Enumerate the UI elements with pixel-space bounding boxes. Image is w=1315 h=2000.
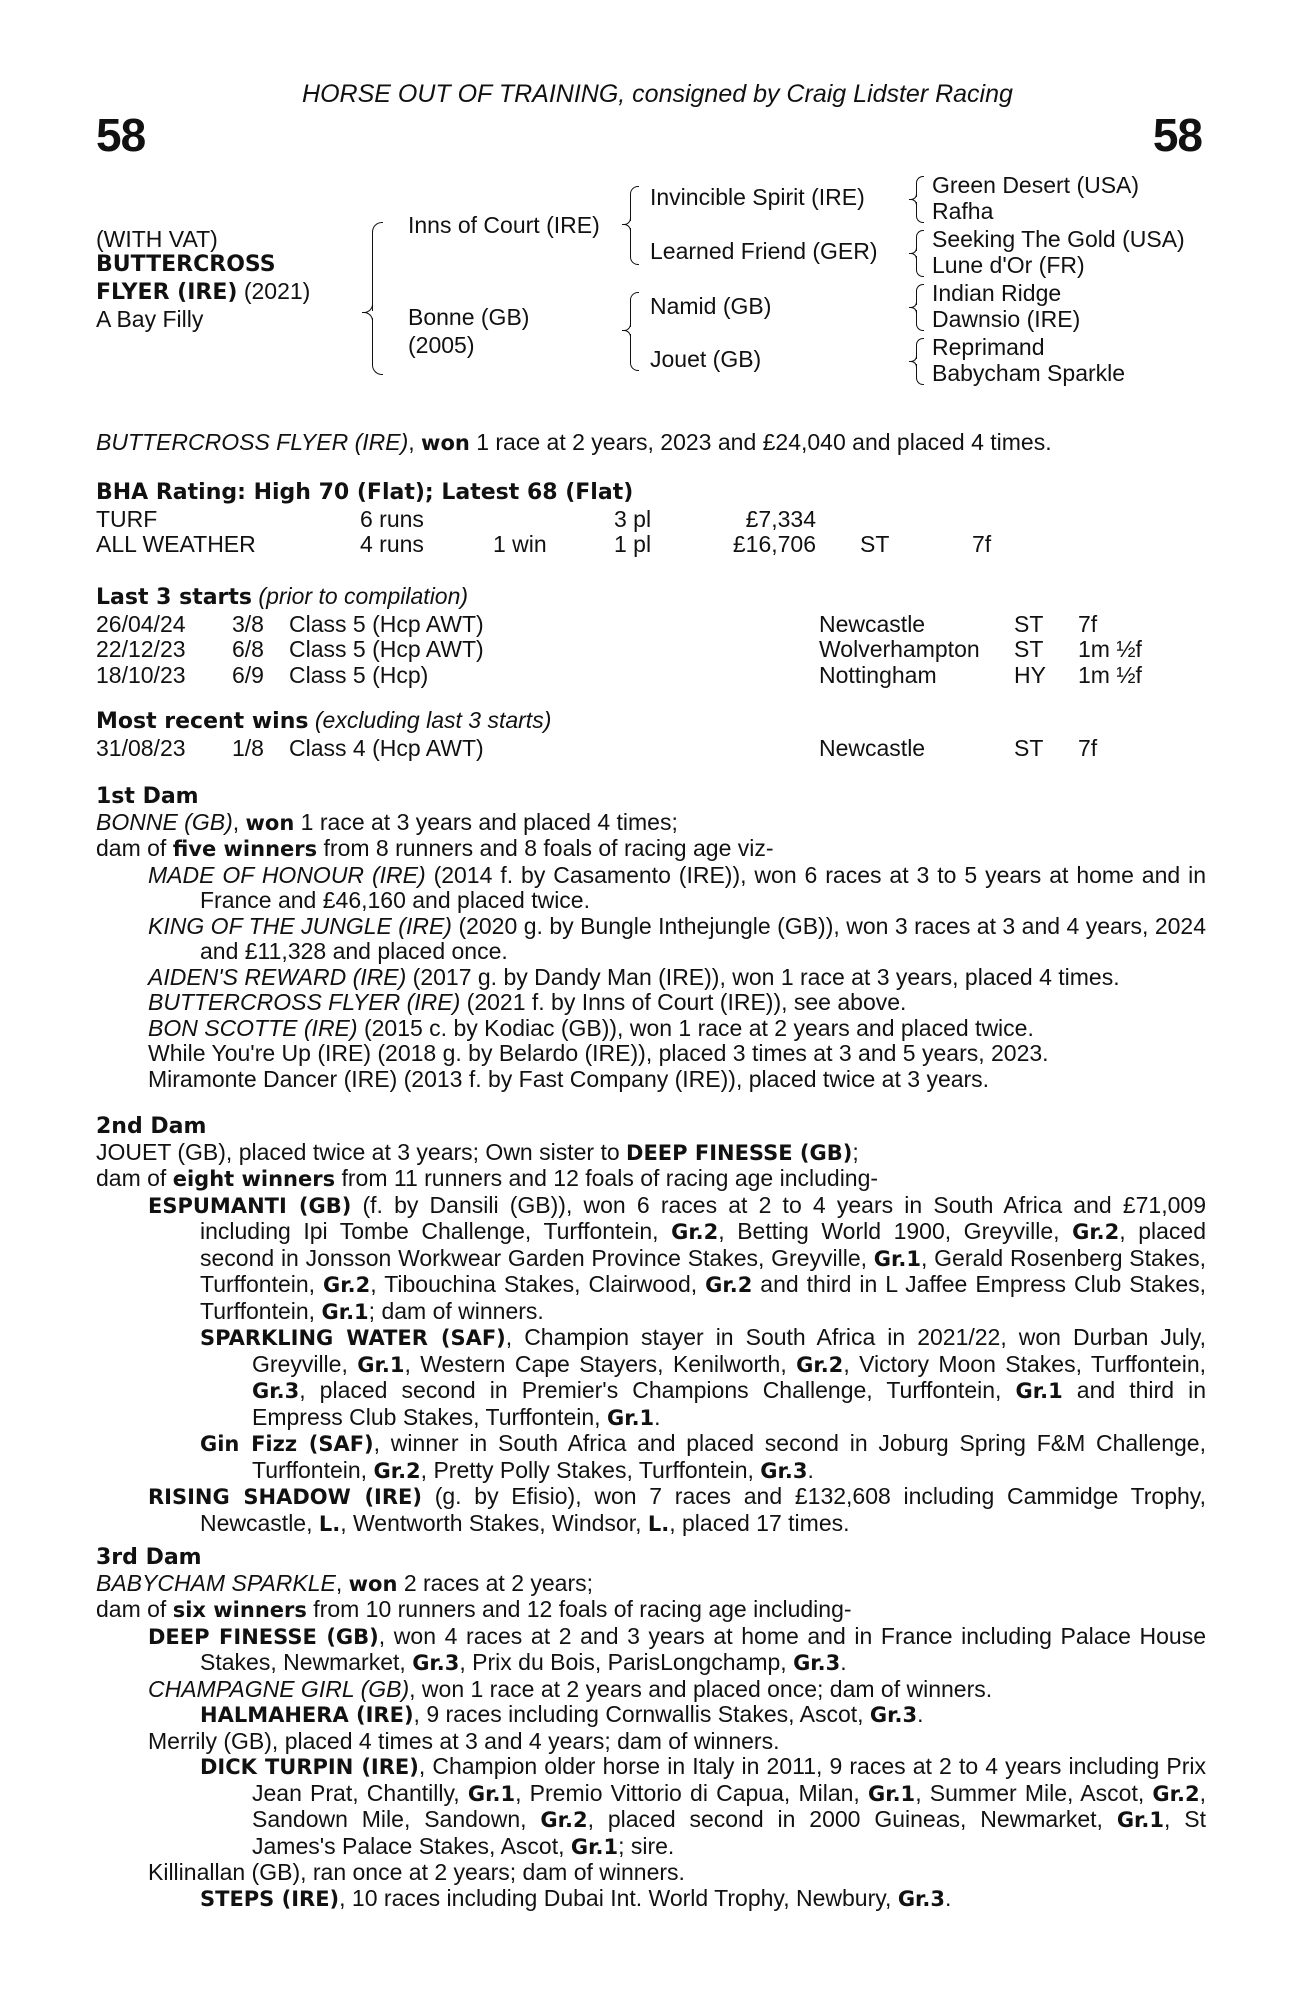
horse-year: (2021) <box>243 278 311 304</box>
text-run: (2020 g. by Bungle Inthejungle (GB)), won 3 races at 3 and 4 years, 2024 and £11,328 and placed once. <box>200 912 1207 964</box>
bold-text: DICK TURPIN (IRE) <box>200 1755 419 1779</box>
text-run: , Betting World 1900, Greyville, <box>718 1218 1073 1244</box>
bold-text: L. <box>318 1511 341 1536</box>
pedigree-brace <box>372 318 383 375</box>
text-run: , Champion older horse in Italy in 2011, 9 races at 2 to 4 years including Prix Jean Prat, Chantilly, <box>252 1753 1206 1806</box>
pedigree-g3-8: Babycham Sparkle <box>932 360 1126 386</box>
first-dam-section <box>96 784 1206 1092</box>
race-row <box>96 662 1206 688</box>
bold-text: Gr.2 <box>540 1808 588 1832</box>
text-run: , Gerald Rosenberg Stakes, Turffontein, <box>200 1244 1206 1297</box>
race-row <box>96 735 1206 761</box>
pedigree-entry <box>200 1701 1206 1729</box>
text-run: ; sire. <box>618 1832 675 1859</box>
text-run: , winner in South Africa and placed second in Joburg Spring F&M Challenge, Turffontein, <box>252 1430 1206 1483</box>
bold-text: Gr.2 <box>1152 1781 1200 1806</box>
pedigree-brace <box>630 186 639 221</box>
text-run: , Tibouchina Stakes, Clairwood, <box>370 1271 706 1297</box>
vat-note: (WITH VAT) <box>96 226 218 252</box>
bold-text: eight winners <box>172 1167 336 1191</box>
pedigree-brace <box>916 230 924 251</box>
italic-text: AIDEN'S REWARD (IRE) <box>148 963 407 990</box>
third-dam-heading: 3rd Dam <box>96 1545 202 1570</box>
race-date: 18/10/23 <box>96 661 186 688</box>
rating-prize: £7,334 <box>745 505 816 532</box>
text-run: . <box>945 1884 952 1911</box>
bold-text: RISING SHADOW (IRE) <box>148 1485 422 1509</box>
text-run: (2015 c. by Kodiac (GB)), won 1 race at 2 years and placed twice. <box>357 1014 1034 1041</box>
text-run: , Western Cape Stayers, Kenilworth, <box>404 1350 797 1377</box>
pedigree-brace <box>916 176 924 197</box>
race-row <box>96 611 1206 637</box>
race-going: HY <box>1014 661 1046 688</box>
text-run: , 9 races including Cornwallis Stakes, Ascot, <box>413 1701 870 1727</box>
bold-text: DEEP FINESSE (GB) <box>148 1624 379 1649</box>
race-course: Newcastle <box>819 610 926 637</box>
pedigree-entry <box>96 1166 1206 1193</box>
race-row <box>96 636 1206 662</box>
rating-prize: £16,706 <box>732 531 816 557</box>
race-date: 31/08/23 <box>96 734 186 761</box>
text-run: 1 race at 3 years and placed 4 times; <box>294 808 678 835</box>
text-run: and third in L Jaffee Empress Club Stakes, Turffontein, <box>200 1271 1206 1324</box>
pedigree-g3-1: Green Desert (USA) <box>932 172 1140 198</box>
bold-text: STEPS (IRE) <box>200 1886 340 1911</box>
race-course: Newcastle <box>819 734 926 761</box>
text-run: , placed second in Premier's Champions Challenge, Turffontein, <box>299 1377 1016 1403</box>
text-run: , St James's Palace Stakes, Ascot, <box>252 1806 1207 1859</box>
pedigree-entry <box>148 861 1206 914</box>
bold-text: Gr.1 <box>570 1834 619 1859</box>
pedigree-dam-sire: Namid (GB) <box>650 293 772 319</box>
horse-identity <box>96 226 310 332</box>
text-run: , placed 17 times. <box>669 1509 850 1536</box>
pedigree-brace <box>630 292 639 327</box>
pedigree-g3-6: Dawnsio (IRE) <box>932 306 1081 332</box>
text-run: dam of <box>96 1596 173 1622</box>
text-run: , Victory Moon Stakes, Turffontein, <box>843 1350 1207 1377</box>
lot-number-left: 58 <box>96 109 146 161</box>
rating-placed: 3 pl <box>614 505 652 532</box>
bold-text: ESPUMANTI (GB) <box>148 1193 352 1218</box>
text-run: , won 4 races at 2 and 3 years at home and in France including Palace House Stakes, Newmarket, <box>200 1622 1206 1675</box>
bold-text: Gr.1 <box>867 1781 916 1806</box>
bold-text: Gr.2 <box>1072 1220 1120 1244</box>
race-dist: 1m ½f <box>1078 636 1142 662</box>
text-run: , Summer Mile, Ascot, <box>915 1779 1153 1806</box>
text-run: dam of <box>96 1165 173 1191</box>
race-date: 22/12/23 <box>96 636 186 662</box>
italic-text: BON SCOTTE (IRE) <box>148 1014 358 1041</box>
race-pos: 6/9 <box>232 661 264 688</box>
pedigree-sire-dam: Learned Friend (GER) <box>650 238 878 264</box>
rating-dist: 7f <box>972 531 992 557</box>
pedigree-entry <box>148 989 1206 1016</box>
pedigree-dam-dam: Jouet (GB) <box>650 346 762 372</box>
text-run: 2 races at 2 years; <box>397 1569 594 1596</box>
bold-text: five winners <box>172 837 318 861</box>
text-run: ; <box>852 1138 859 1165</box>
pedigree-entry <box>200 1430 1206 1484</box>
race-summary <box>96 430 1206 457</box>
pedigree-entry <box>148 1622 1206 1677</box>
italic-text: KING OF THE JUNGLE (IRE) <box>148 912 452 939</box>
text-run: , placed second in 2000 Guineas, Newmarket, <box>587 1806 1117 1832</box>
rating-runs: 4 runs <box>360 531 424 557</box>
bold-text: Gr.1 <box>321 1299 369 1324</box>
bold-text: Gr.1 <box>1116 1808 1165 1832</box>
bold-text: L. <box>647 1511 670 1536</box>
text-run: (2014 f. by Casamento (IRE)), won 6 races at 3 to 5 years at home and in France and £46,160 and placed twice. <box>200 861 1206 913</box>
text-run: from 8 runners and 8 foals of racing age viz- <box>317 835 774 861</box>
race-date: 26/04/24 <box>96 610 186 637</box>
text-run: Killinallan (GB), ran once at 2 years; dam of winners. <box>148 1859 685 1885</box>
text-run: . <box>654 1403 661 1430</box>
text-run: , <box>408 429 422 455</box>
pedigree-g3-3: Seeking The Gold (USA) <box>932 226 1185 252</box>
bold-text: Gr.1 <box>873 1246 921 1271</box>
pedigree-g3-4: Lune d'Or (FR) <box>932 252 1085 278</box>
bold-text: DEEP FINESSE (GB) <box>626 1140 853 1165</box>
text-run: from 11 runners and 12 foals of racing age including- <box>335 1165 879 1191</box>
pedigree-dam: Bonne (GB) <box>408 304 530 330</box>
last-3-starts-note: (prior to compilation) <box>258 583 469 609</box>
pedigree-brace <box>630 228 639 265</box>
text-run: , Wentworth Stakes, Windsor, <box>340 1509 648 1536</box>
last-3-starts-section <box>96 584 1206 687</box>
pedigree-g3-5: Indian Ridge <box>932 280 1062 306</box>
race-going: ST <box>1014 610 1044 637</box>
text-run: dam of <box>96 835 173 861</box>
lot-number-right: 58 <box>1152 109 1202 161</box>
pedigree-brace <box>630 334 639 371</box>
text-run: , 10 races including Dubai Int. World Trophy, Newbury, <box>339 1884 898 1911</box>
bold-text: Gr.3 <box>869 1703 918 1727</box>
bold-text: Gr.3 <box>412 1651 460 1675</box>
bold-text: Gr.1 <box>357 1352 405 1377</box>
pedigree-entry <box>148 912 1207 965</box>
pedigree-brace <box>916 310 924 331</box>
pedigree-entry <box>200 1324 1207 1431</box>
bold-text: Gr.1 <box>1015 1379 1063 1403</box>
text-run: (f. by Dansili (GB)), won 6 races at 2 to 4 years in South Africa and £71,009 including Ipi Tombe Challenge, Turffontein, <box>200 1191 1206 1244</box>
third-dam-section <box>96 1545 1206 1912</box>
race-dist: 1m ½f <box>1078 661 1142 688</box>
pedigree-entry <box>148 1859 1206 1886</box>
text-run: , placed second in Jonsson Workwear Garden Province Stakes, Greyville, <box>200 1218 1206 1271</box>
pedigree-entry <box>96 1597 1206 1624</box>
race-dist: 7f <box>1078 734 1098 761</box>
horse-description: A Bay Filly <box>96 306 204 332</box>
pedigree-entry <box>96 1571 1206 1598</box>
bold-text: Gr.2 <box>373 1458 421 1483</box>
pedigree-sire: Inns of Court (IRE) <box>408 212 600 238</box>
text-run: , <box>232 808 246 835</box>
text-run: , Prix du Bois, ParisLongchamp, <box>459 1649 794 1675</box>
text-run: . <box>840 1649 847 1675</box>
pedigree-entry <box>148 1483 1206 1537</box>
rating-runs: 6 runs <box>360 505 424 532</box>
rating-surface: TURF <box>96 505 158 532</box>
pedigree-entry <box>200 1884 1206 1913</box>
bold-text: won <box>421 431 470 455</box>
pedigree-sire-sire: Invincible Spirit (IRE) <box>650 184 865 210</box>
bold-text: Gr.1 <box>606 1405 655 1430</box>
last-3-starts-heading: Last 3 starts <box>96 585 253 610</box>
text-run: , <box>335 1569 349 1596</box>
race-race: Class 5 (Hcp AWT) <box>289 636 484 662</box>
pedigree-entry <box>96 836 1206 863</box>
pedigree-brace <box>916 284 924 305</box>
bha-rating-section <box>96 480 1206 557</box>
text-run: and third in Empress Club Stakes, Turffontein, <box>252 1377 1206 1430</box>
text-run: . <box>917 1701 924 1727</box>
pedigree-entry <box>96 810 1206 837</box>
text-run: (2017 g. by Dandy Man (IRE)), won 1 race at 3 years, placed 4 times. <box>406 963 1120 990</box>
text-run: , won 1 race at 2 years and placed once; dam of winners. <box>409 1675 993 1702</box>
bha-rating-heading: BHA Rating: High 70 (Flat); Latest 68 (Flat) <box>96 480 634 505</box>
race-pos: 6/8 <box>232 636 264 662</box>
bold-text: HALMAHERA (IRE) <box>200 1703 414 1727</box>
bold-text: SPARKLING WATER (SAF) <box>200 1326 506 1350</box>
text-run: (g. by Efisio), won 7 races and £132,608 including Cammidge Trophy, Newcastle, <box>200 1483 1206 1536</box>
italic-text: BABYCHAM SPARKLE <box>96 1569 336 1596</box>
race-pos: 3/8 <box>232 610 264 637</box>
italic-text: BONNE (GB) <box>96 808 233 835</box>
bold-text: won <box>245 810 295 835</box>
text-run: While You're Up (IRE) (2018 g. by Belardo (IRE)), placed 3 times at 3 and 5 years, 2023. <box>148 1040 1049 1066</box>
pedigree-entry <box>148 1040 1206 1067</box>
bold-text: won <box>348 1571 398 1596</box>
second-dam-section <box>96 1114 1206 1537</box>
pedigree-brace <box>916 364 924 385</box>
bold-text: Gr.3 <box>793 1651 841 1675</box>
bold-text: Gr.3 <box>760 1458 808 1483</box>
italic-text: BUTTERCROSS FLYER (IRE) <box>96 429 409 455</box>
recent-wins-section <box>96 708 1206 760</box>
second-dam-heading: 2nd Dam <box>96 1114 207 1139</box>
pedigree-brace <box>916 338 924 359</box>
italic-text: MADE OF HONOUR (IRE) <box>148 861 426 888</box>
bold-text: Gr.2 <box>705 1273 753 1297</box>
race-race: Class 5 (Hcp AWT) <box>289 610 484 637</box>
text-run: , Sandown Mile, Sandown, <box>252 1779 1206 1832</box>
pedigree-entry <box>148 1014 1206 1042</box>
bold-text: Gr.1 <box>467 1781 516 1806</box>
bold-text: six winners <box>172 1598 307 1622</box>
pedigree-entry <box>148 963 1206 991</box>
text-run: . <box>807 1456 814 1483</box>
pedigree-entry <box>148 1065 1206 1093</box>
rating-going: ST <box>860 531 890 557</box>
text-run: JOUET (GB), placed twice at 3 years; Own sister to <box>96 1138 627 1165</box>
recent-wins-note: (excluding last 3 starts) <box>314 707 552 733</box>
text-run: , Champion stayer in South Africa in 2021/22, won Durban July, Greyville, <box>252 1324 1207 1377</box>
race-course: Wolverhampton <box>819 636 980 662</box>
bold-text: Gr.2 <box>671 1220 719 1244</box>
race-going: ST <box>1014 734 1044 761</box>
pedigree-g3-2: Rafha <box>932 198 994 224</box>
italic-text: BUTTERCROSS FLYER (IRE) <box>148 989 461 1015</box>
text-run: Merrily (GB), placed 4 times at 3 and 4 years; dam of winners. <box>148 1727 780 1754</box>
rating-placed: 1 pl <box>614 531 652 557</box>
text-run: (2021 f. by Inns of Court (IRE)), see above. <box>460 989 907 1015</box>
text-run: , Premio Vittorio di Capua, Milan, <box>515 1779 868 1806</box>
first-dam-heading: 1st Dam <box>96 784 199 809</box>
pedigree-brace <box>372 222 383 311</box>
text-run: Miramonte Dancer (IRE) (2013 f. by Fast Company (IRE)), placed twice at 3 years. <box>148 1065 990 1092</box>
text-run: , Pretty Polly Stakes, Turffontein, <box>420 1456 761 1483</box>
bold-text: Gr.3 <box>252 1379 300 1403</box>
rating-surface: ALL WEATHER <box>96 531 256 557</box>
text-run: from 10 runners and 12 foals of racing age including- <box>306 1596 852 1622</box>
rating-row <box>96 531 1206 557</box>
pedigree-brace <box>916 256 924 277</box>
race-race: Class 5 (Hcp) <box>289 661 429 688</box>
pedigree-brace <box>916 202 924 223</box>
race-course: Nottingham <box>819 661 937 688</box>
horse-name-line1: BUTTERCROSS <box>96 252 276 277</box>
rating-wins: 1 win <box>493 531 547 557</box>
page-header-title: HORSE OUT OF TRAINING, consigned by Craig Lidster Racing <box>302 80 1013 108</box>
horse-name-line2: FLYER (IRE) <box>96 280 238 305</box>
pedigree-g3-7: Reprimand <box>932 334 1045 360</box>
italic-text: CHAMPAGNE GIRL (GB) <box>148 1675 410 1702</box>
pedigree-entry <box>148 1675 1206 1703</box>
pedigree-entry <box>148 1191 1206 1326</box>
pedigree-entry <box>148 1727 1206 1755</box>
bold-text: Gin Fizz (SAF) <box>200 1432 374 1456</box>
race-dist: 7f <box>1078 610 1098 637</box>
race-race: Class 4 (Hcp AWT) <box>289 734 484 761</box>
bold-text: Gr.2 <box>323 1273 371 1297</box>
text-run: ; dam of winners. <box>368 1297 544 1324</box>
pedigree-entry <box>200 1753 1207 1860</box>
pedigree-entry <box>96 1140 1206 1167</box>
rating-row <box>96 506 1206 532</box>
bold-text: Gr.2 <box>796 1352 844 1377</box>
bold-text: Gr.3 <box>897 1886 946 1911</box>
recent-wins-heading: Most recent wins <box>96 709 309 734</box>
race-pos: 1/8 <box>232 734 264 761</box>
pedigree-dam-year: (2005) <box>408 332 475 358</box>
race-going: ST <box>1014 636 1044 662</box>
text-run: 1 race at 2 years, 2023 and £24,040 and placed 4 times. <box>469 429 1052 455</box>
